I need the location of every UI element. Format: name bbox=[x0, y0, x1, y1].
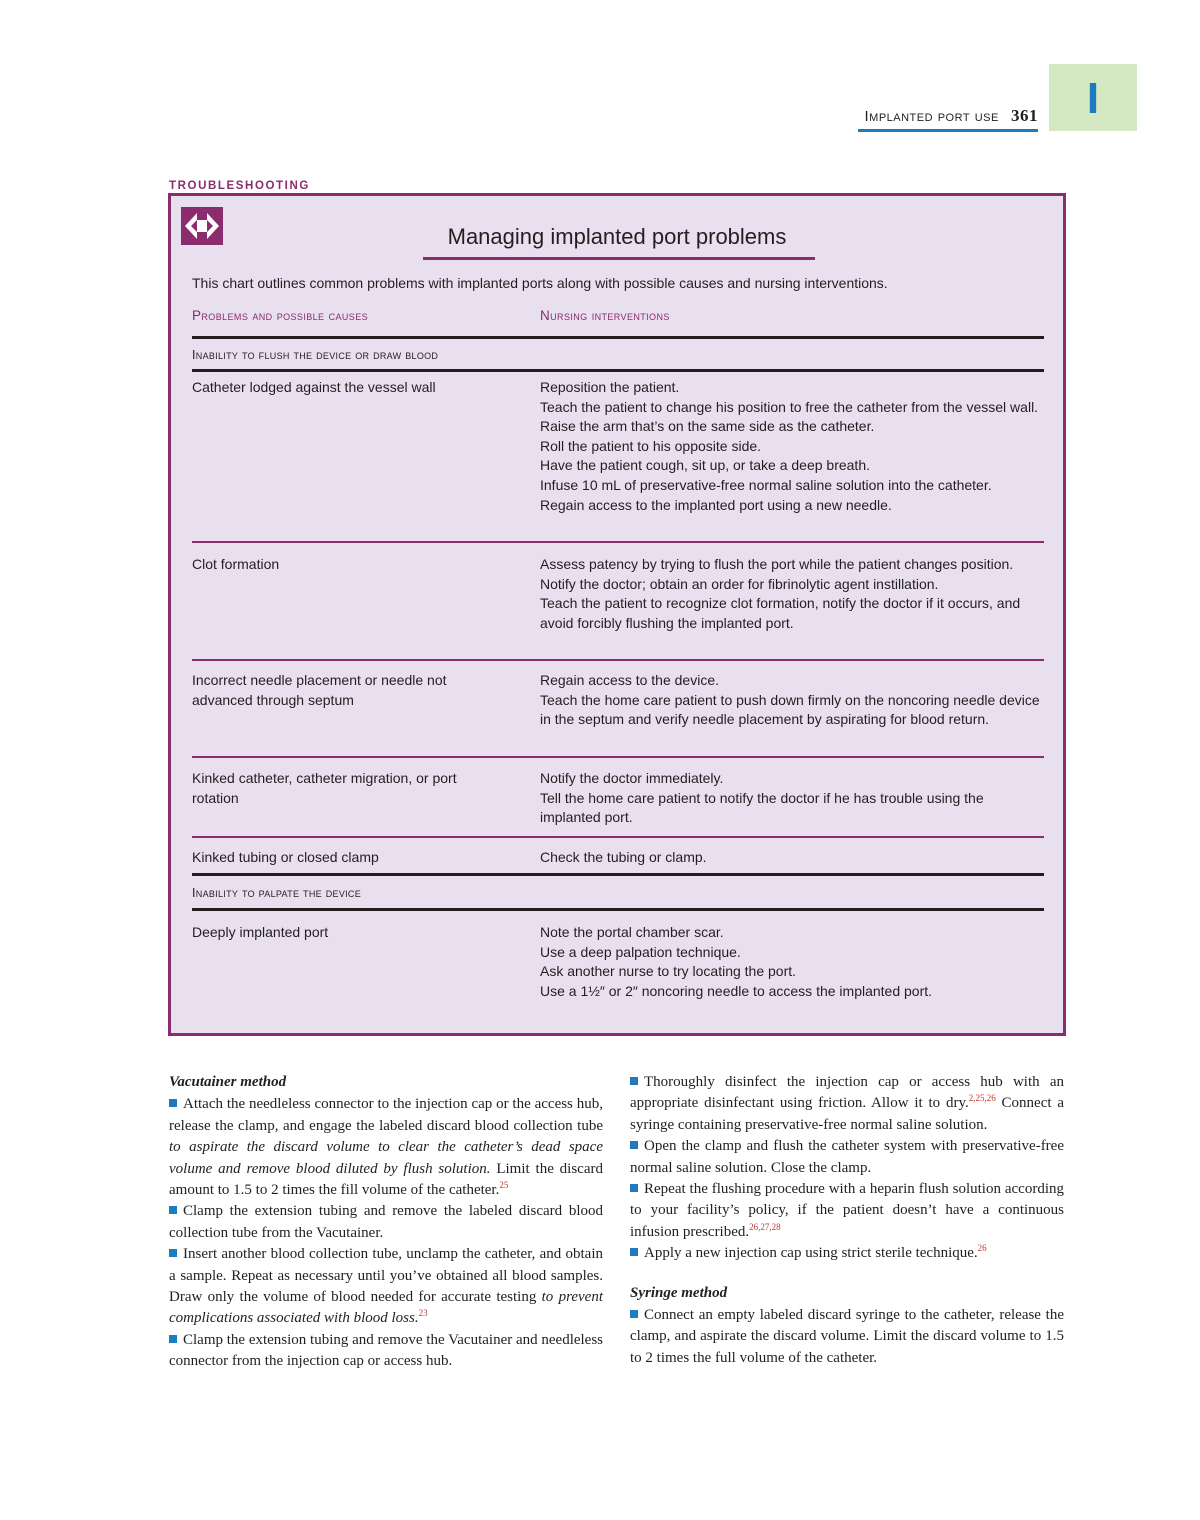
step-text: Connect a syringe containing preservative-free normal saline solution. bbox=[630, 1095, 1064, 1133]
intervention-line: Reposition the patient. bbox=[540, 379, 680, 395]
reference-superscript: 23 bbox=[418, 1308, 428, 1319]
intervention-line: Roll the patient to his opposite side. bbox=[540, 437, 762, 454]
step-text: Connect an empty labeled discard syringe to the catheter, release the clamp, and aspirate the discard volume. Limit the discard volume to 1.5 to 2 times the full volume of the catheter. bbox=[630, 1307, 1064, 1366]
table-rule bbox=[192, 369, 1044, 372]
step-text: Limit the discard amount to 1.5 to 2 times the fill volume of the catheter. bbox=[169, 1160, 603, 1199]
flush-step bbox=[630, 1179, 1064, 1243]
running-head bbox=[864, 106, 1038, 126]
body-column-right bbox=[630, 1072, 1064, 1369]
vacutainer-heading: Vacutainer method bbox=[169, 1074, 287, 1090]
troubleshooting-label: TROUBLESHOOTING bbox=[169, 180, 310, 192]
bullet-icon bbox=[630, 1310, 638, 1318]
vacutainer-step bbox=[169, 1244, 603, 1330]
table-rule bbox=[192, 908, 1044, 911]
intervention-line: Notify the doctor immediately. bbox=[540, 770, 724, 786]
intervention-line: Have the patient cough, sit up, or take a deep breath. bbox=[540, 457, 870, 474]
problem-cell: Deeply implanted port bbox=[192, 924, 329, 940]
problem-cell: Kinked catheter, catheter migration, or port rotation bbox=[192, 770, 457, 806]
intervention-line: Regain access to the implanted port using a new needle. bbox=[540, 496, 892, 513]
step-rationale: to aspirate the discard volume to clear the catheter’s dead space volume and remove blood diluted by flush solution. bbox=[169, 1139, 603, 1177]
intervention-line: Check the tubing or clamp. bbox=[540, 849, 707, 865]
intervention-line: Use a deep palpation technique. bbox=[540, 943, 741, 960]
problem-cell: Kinked tubing or closed clamp bbox=[192, 849, 379, 865]
row-divider bbox=[192, 541, 1044, 543]
title-rule bbox=[423, 257, 815, 260]
step-rationale: to prevent complications associated with blood loss. bbox=[169, 1289, 603, 1327]
syringe-heading: Syringe method bbox=[630, 1284, 728, 1301]
section-head-palpate: Inability to palpate the device bbox=[192, 886, 362, 900]
intervention-line: Infuse 10 mL of preservative-free normal saline solution into the catheter. bbox=[540, 476, 992, 493]
page-number: 361 bbox=[1011, 106, 1038, 125]
syringe-step bbox=[630, 1305, 1064, 1369]
box-title: Managing implanted port problems bbox=[447, 224, 787, 249]
intervention-line: Teach the patient to recognize clot formation, notify the doctor if it occurs, and avoid forcibly flushing the implanted port. bbox=[540, 595, 1021, 631]
bullet-icon bbox=[169, 1206, 177, 1214]
table-rule bbox=[192, 873, 1044, 876]
bullet-icon bbox=[169, 1335, 177, 1343]
interventions-cell bbox=[540, 671, 1044, 730]
intervention-line: Teach the home care patient to push down firmly on the noncoring needle device in the septum and verify needle placement by aspirating for blood return. bbox=[540, 691, 1040, 728]
intervention-line: Assess patency by trying to flush the port while the patient changes position. bbox=[540, 556, 1014, 572]
problem-cell: Incorrect needle placement or needle not advanced through septum bbox=[192, 672, 447, 708]
vacutainer-step bbox=[169, 1201, 603, 1244]
reference-superscript: 2,25,26 bbox=[968, 1093, 996, 1104]
running-title: Implanted port use bbox=[864, 108, 999, 125]
interventions-cell bbox=[540, 923, 1044, 1001]
spacer bbox=[630, 1265, 1064, 1283]
intervention-line: Note the portal chamber scar. bbox=[540, 924, 724, 940]
bullet-icon bbox=[630, 1248, 638, 1256]
section-tab bbox=[1049, 64, 1137, 131]
step-text: Open the clamp and flush the catheter system with preservative-free normal saline solution. Close the clamp. bbox=[630, 1138, 1064, 1176]
interventions-cell bbox=[540, 555, 1044, 633]
intervention-line: Teach the patient to change his position to free the catheter from the vessel wall. bbox=[540, 398, 1039, 415]
flush-step bbox=[630, 1072, 1064, 1136]
intervention-line: Raise the arm that’s on the same side as the catheter. bbox=[540, 418, 875, 435]
intervention-line: Regain access to the device. bbox=[540, 672, 719, 688]
bullet-icon bbox=[169, 1249, 177, 1257]
troubleshooting-box bbox=[168, 193, 1066, 1036]
column-header-interventions: Nursing interventions bbox=[540, 308, 670, 323]
vacutainer-step bbox=[169, 1094, 603, 1201]
interventions-cell bbox=[540, 769, 1044, 828]
row-divider bbox=[192, 836, 1044, 838]
bullet-icon bbox=[630, 1077, 638, 1085]
table-rule bbox=[192, 336, 1044, 339]
column-header-problems: Problems and possible causes bbox=[192, 308, 369, 323]
bullet-icon bbox=[169, 1099, 177, 1107]
interventions-cell bbox=[540, 378, 1044, 515]
section-head-flush: Inability to flush the device or draw blood bbox=[192, 348, 439, 362]
row-divider bbox=[192, 756, 1044, 758]
intervention-line: Notify the doctor; obtain an order for fibrinolytic agent instillation. bbox=[540, 575, 939, 592]
section-tab-letter: I bbox=[1086, 74, 1100, 123]
reference-superscript: 26,27,28 bbox=[749, 1221, 781, 1232]
step-text: Clamp the extension tubing and remove the Vacutainer and needleless connector from the injection cap or access hub. bbox=[169, 1331, 604, 1370]
interventions-cell bbox=[540, 848, 1044, 868]
vacutainer-step bbox=[169, 1330, 603, 1373]
intervention-line: Use a 1½″ or 2″ noncoring needle to access the implanted port. bbox=[540, 982, 933, 999]
body-column-left bbox=[169, 1072, 603, 1373]
step-text: Repeat the flushing procedure with a heparin flush solution according to your facility’s policy, if the patient doesn’t have a continuous infusion prescribed. bbox=[630, 1181, 1064, 1240]
reference-superscript: 25 bbox=[499, 1180, 509, 1191]
box-intro: This chart outlines common problems with implanted ports along with possible causes and nursing interventions. bbox=[192, 275, 888, 291]
step-text: Thoroughly disinfect the injection cap or access hub with an appropriate disinfectant using friction. Allow it to dry. bbox=[630, 1074, 1064, 1112]
flush-step bbox=[630, 1243, 1064, 1264]
running-head-rule bbox=[858, 129, 1038, 132]
reference-superscript: 26 bbox=[977, 1243, 987, 1254]
intervention-line: Tell the home care patient to notify the doctor if he has trouble using the implanted port. bbox=[540, 789, 984, 826]
bullet-icon bbox=[630, 1141, 638, 1149]
step-text: Insert another blood collection tube, unclamp the catheter, and obtain a sample. Repeat as necessary until you’ve obtained all blood samples. Draw only the volume of blood needed for accurate testing bbox=[169, 1246, 603, 1306]
step-text: Clamp the extension tubing and remove the labeled discard blood collection tube from the Vacutainer. bbox=[169, 1203, 603, 1241]
bullet-icon bbox=[630, 1184, 638, 1192]
intervention-line: Ask another nurse to try locating the port. bbox=[540, 963, 797, 980]
problem-cell: Catheter lodged against the vessel wall bbox=[192, 379, 436, 395]
row-divider bbox=[192, 659, 1044, 661]
step-text: Apply a new injection cap using strict sterile technique. bbox=[644, 1245, 978, 1262]
flush-step bbox=[630, 1136, 1064, 1179]
problem-cell: Clot formation bbox=[192, 556, 280, 572]
step-text: Attach the needleless connector to the injection cap or the access hub, release the clamp, and engage the labeled discard blood collection tube bbox=[169, 1096, 603, 1134]
